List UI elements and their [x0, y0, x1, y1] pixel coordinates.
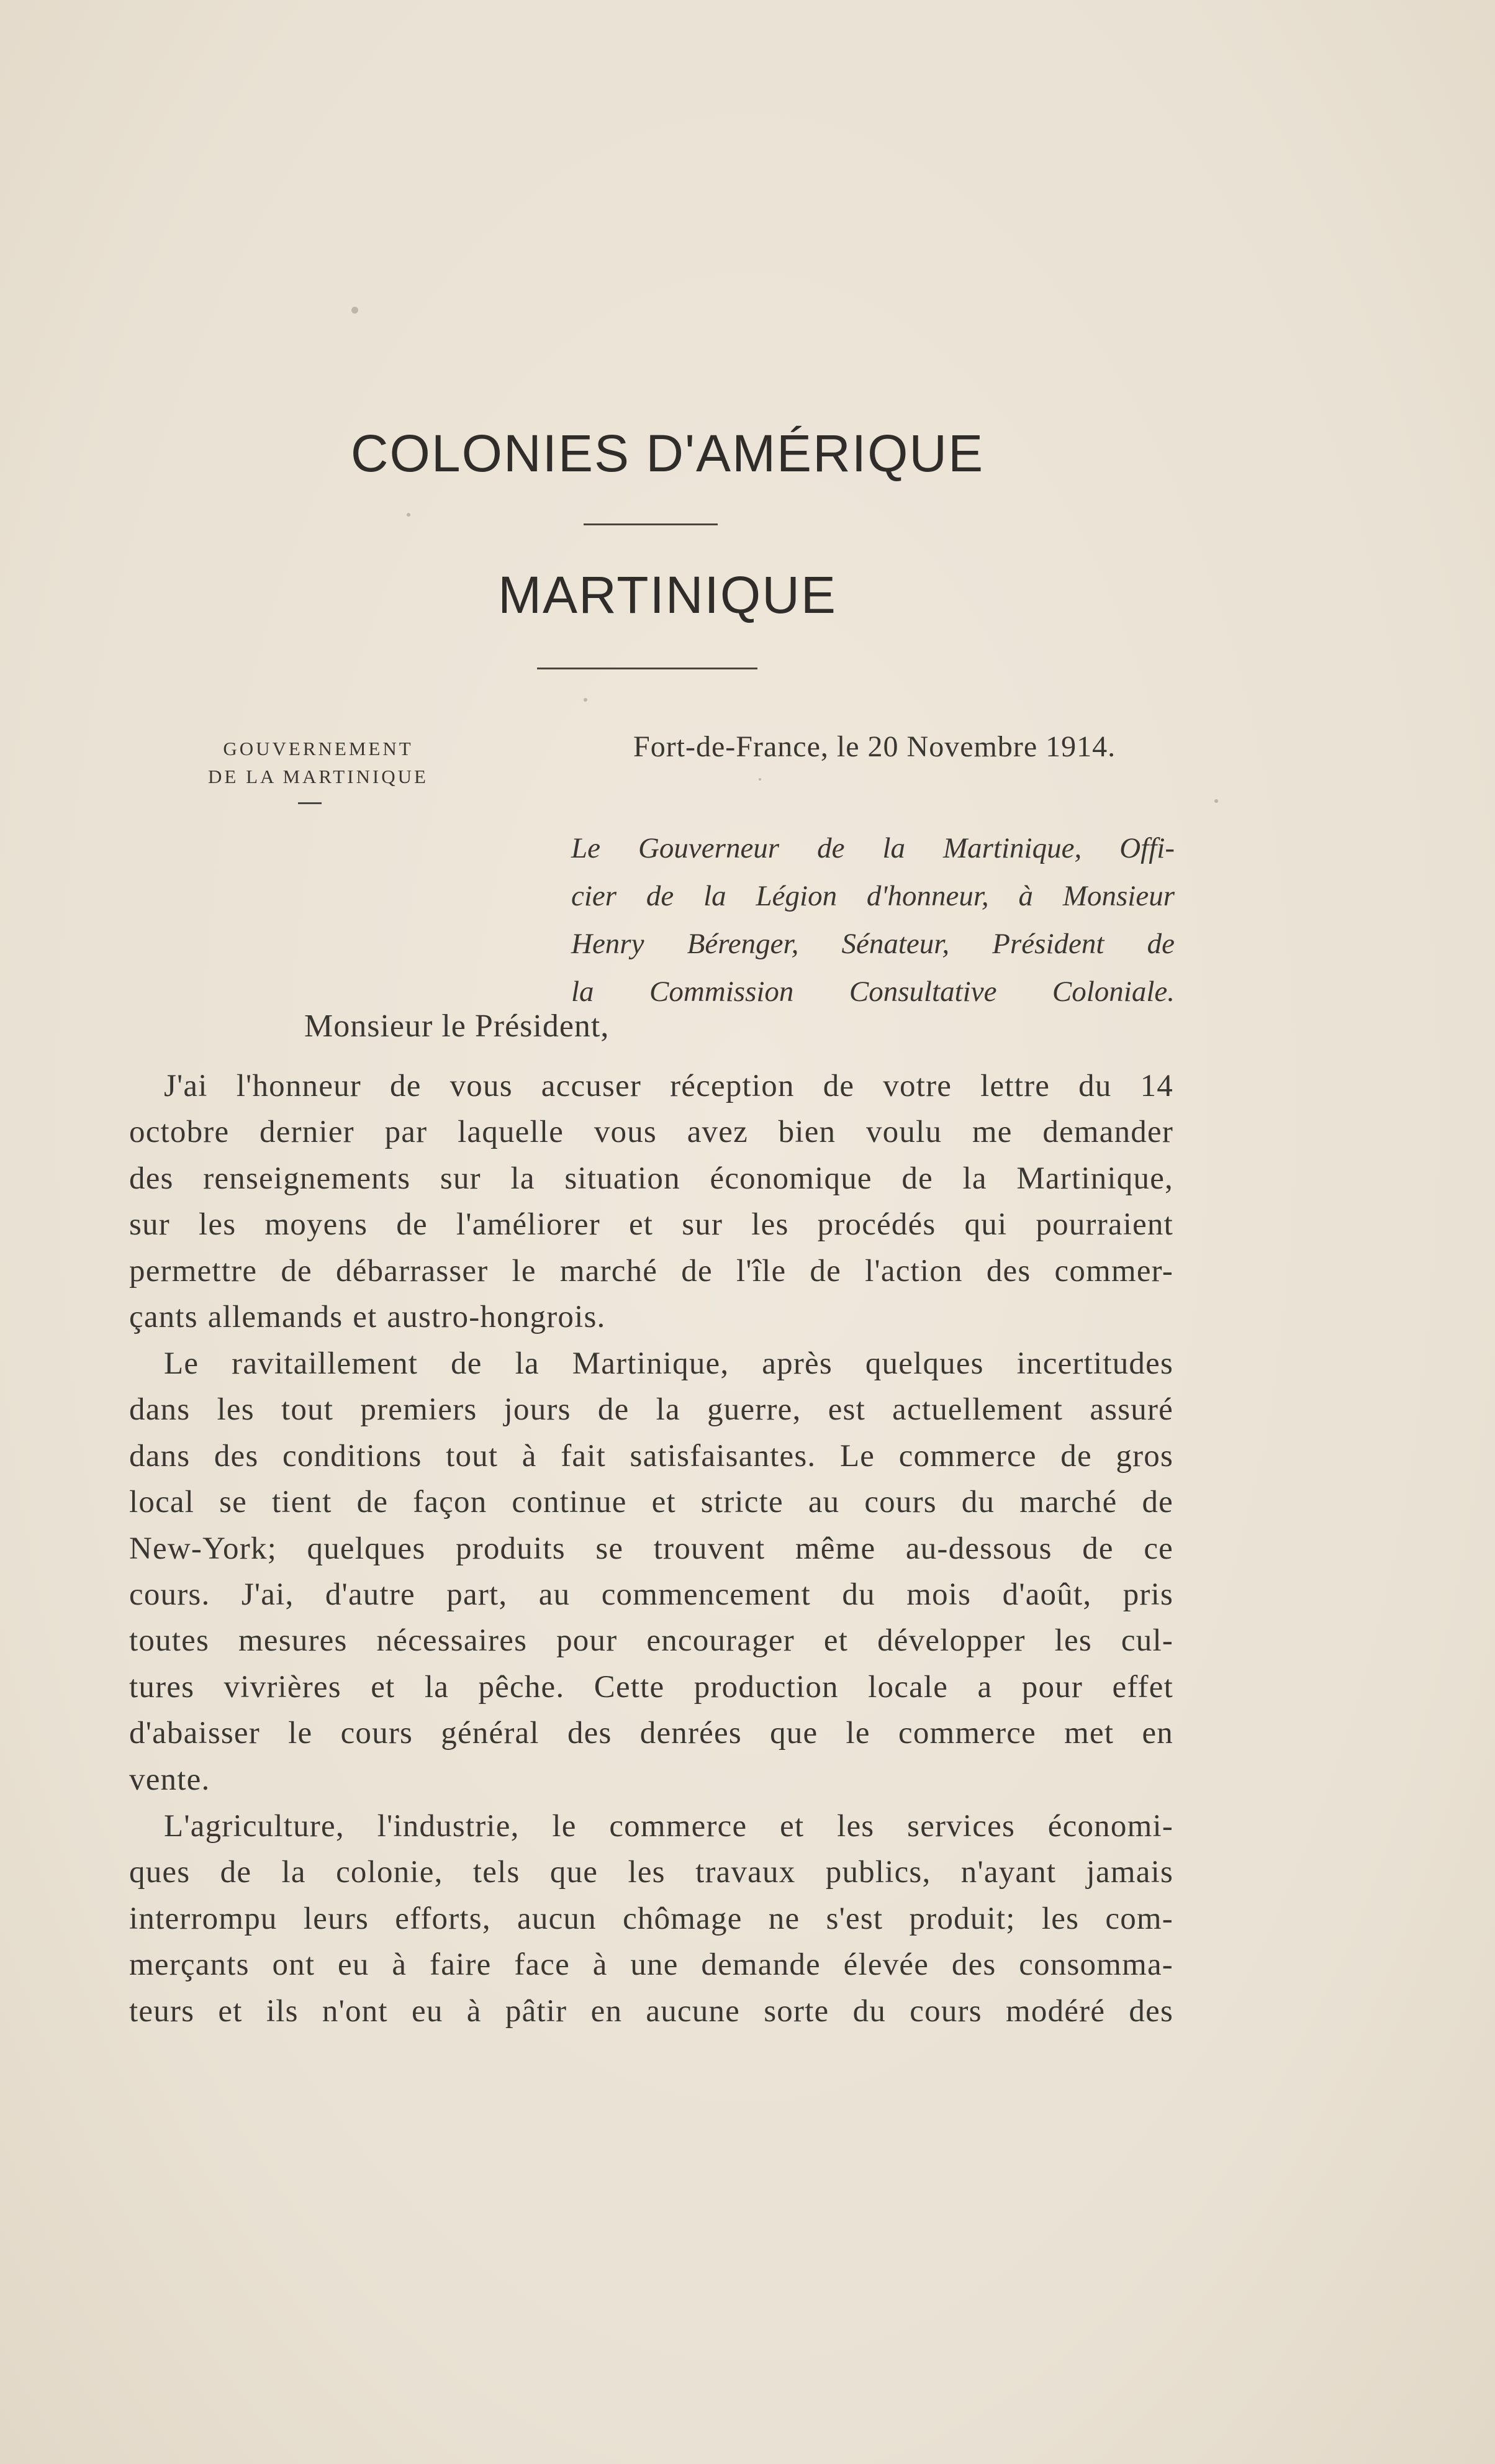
body-paragraph: [129, 1063, 1173, 1340]
addressee-line: Henry Bérenger, Sénateur, Président de: [571, 928, 1175, 960]
body-paragraph: [129, 1341, 1173, 1803]
paragraph-line: dans les tout premiers jours de la guerre, est actuellement assuré: [129, 1392, 1173, 1428]
paragraph-line: local se tient de façon continue et stricte au cours du marché de: [129, 1485, 1173, 1520]
addressee-line: la Commission Consultative Coloniale.: [571, 976, 1175, 1008]
addressee-line: Le Gouverneur de la Martinique, Offi-: [571, 832, 1175, 864]
sender-line-1: GOUVERNEMENT: [223, 738, 413, 759]
paper-speck: [407, 513, 410, 517]
paragraph-line: sur les moyens de l'améliorer et sur les procédés qui pourraient: [129, 1207, 1173, 1243]
subtitle-divider: [537, 668, 757, 669]
salutation: Monsieur le Président,: [304, 1008, 610, 1044]
paper-speck: [584, 698, 587, 702]
paper-speck: [759, 778, 761, 781]
paragraph-line: permettre de débarrasser le marché de l'île de l'action des commer-: [129, 1253, 1173, 1289]
dateline: Fort-de-France, le 20 Novembre 1914.: [633, 730, 1116, 763]
page-subtitle: MARTINIQUE: [498, 566, 837, 624]
paragraph-line: dans des conditions tout à fait satisfaisantes. Le commerce de gros: [129, 1438, 1173, 1474]
paragraph-line: des renseignements sur la situation économique de la Martinique,: [129, 1161, 1173, 1196]
sender-divider: [298, 802, 322, 804]
paragraph-line: ques de la colonie, tels que les travaux publics, n'ayant jamais: [129, 1855, 1173, 1890]
sender-line-2: DE LA MARTINIQUE: [208, 766, 428, 787]
addressee-line: cier de la Légion d'honneur, à Monsieur: [571, 880, 1175, 912]
paragraph-line: cours. J'ai, d'autre part, au commencement du mois d'août, pris: [129, 1577, 1173, 1613]
body-paragraph: [129, 1803, 1173, 2034]
paper-speck: [1214, 799, 1218, 803]
paragraph-line: çants allemands et austro-hongrois.: [129, 1300, 606, 1335]
paragraph-line: interrompu leurs efforts, aucun chômage ne s'est produit; les com-: [129, 1901, 1173, 1936]
addressee-block: [571, 825, 1175, 1016]
paragraph-line: octobre dernier par laquelle vous avez bien voulu me demander: [129, 1115, 1173, 1150]
paper-speck: [351, 307, 358, 314]
paragraph-line: J'ai l'honneur de vous accuser réception de votre lettre du 14: [164, 1069, 1173, 1103]
paragraph-line: d'abaisser le cours général des denrées que le commerce met en: [129, 1716, 1173, 1751]
paragraph-line: vente.: [129, 1762, 210, 1797]
paragraph-line: toutes mesures nécessaires pour encourager et développer les cul-: [129, 1623, 1173, 1659]
paragraph-line: L'agriculture, l'industrie, le commerce et les services économi-: [164, 1809, 1173, 1844]
paragraph-line: tures vivrières et la pêche. Cette production locale a pour effet: [129, 1669, 1173, 1705]
paragraph-line: teurs et ils n'ont eu à pâtir en aucune sorte du cours modéré des: [129, 1993, 1173, 2029]
title-divider: [584, 523, 718, 525]
paragraph-line: Le ravitaillement de la Martinique, après quelques incertitudes: [164, 1346, 1173, 1381]
paragraph-line: New-York; quelques produits se trouvent même au-dessous de ce: [129, 1531, 1173, 1566]
paragraph-line: merçants ont eu à faire face à une demande élevée des consomma-: [129, 1947, 1173, 1983]
page-title: COLONIES D'AMÉRIQUE: [350, 424, 985, 482]
